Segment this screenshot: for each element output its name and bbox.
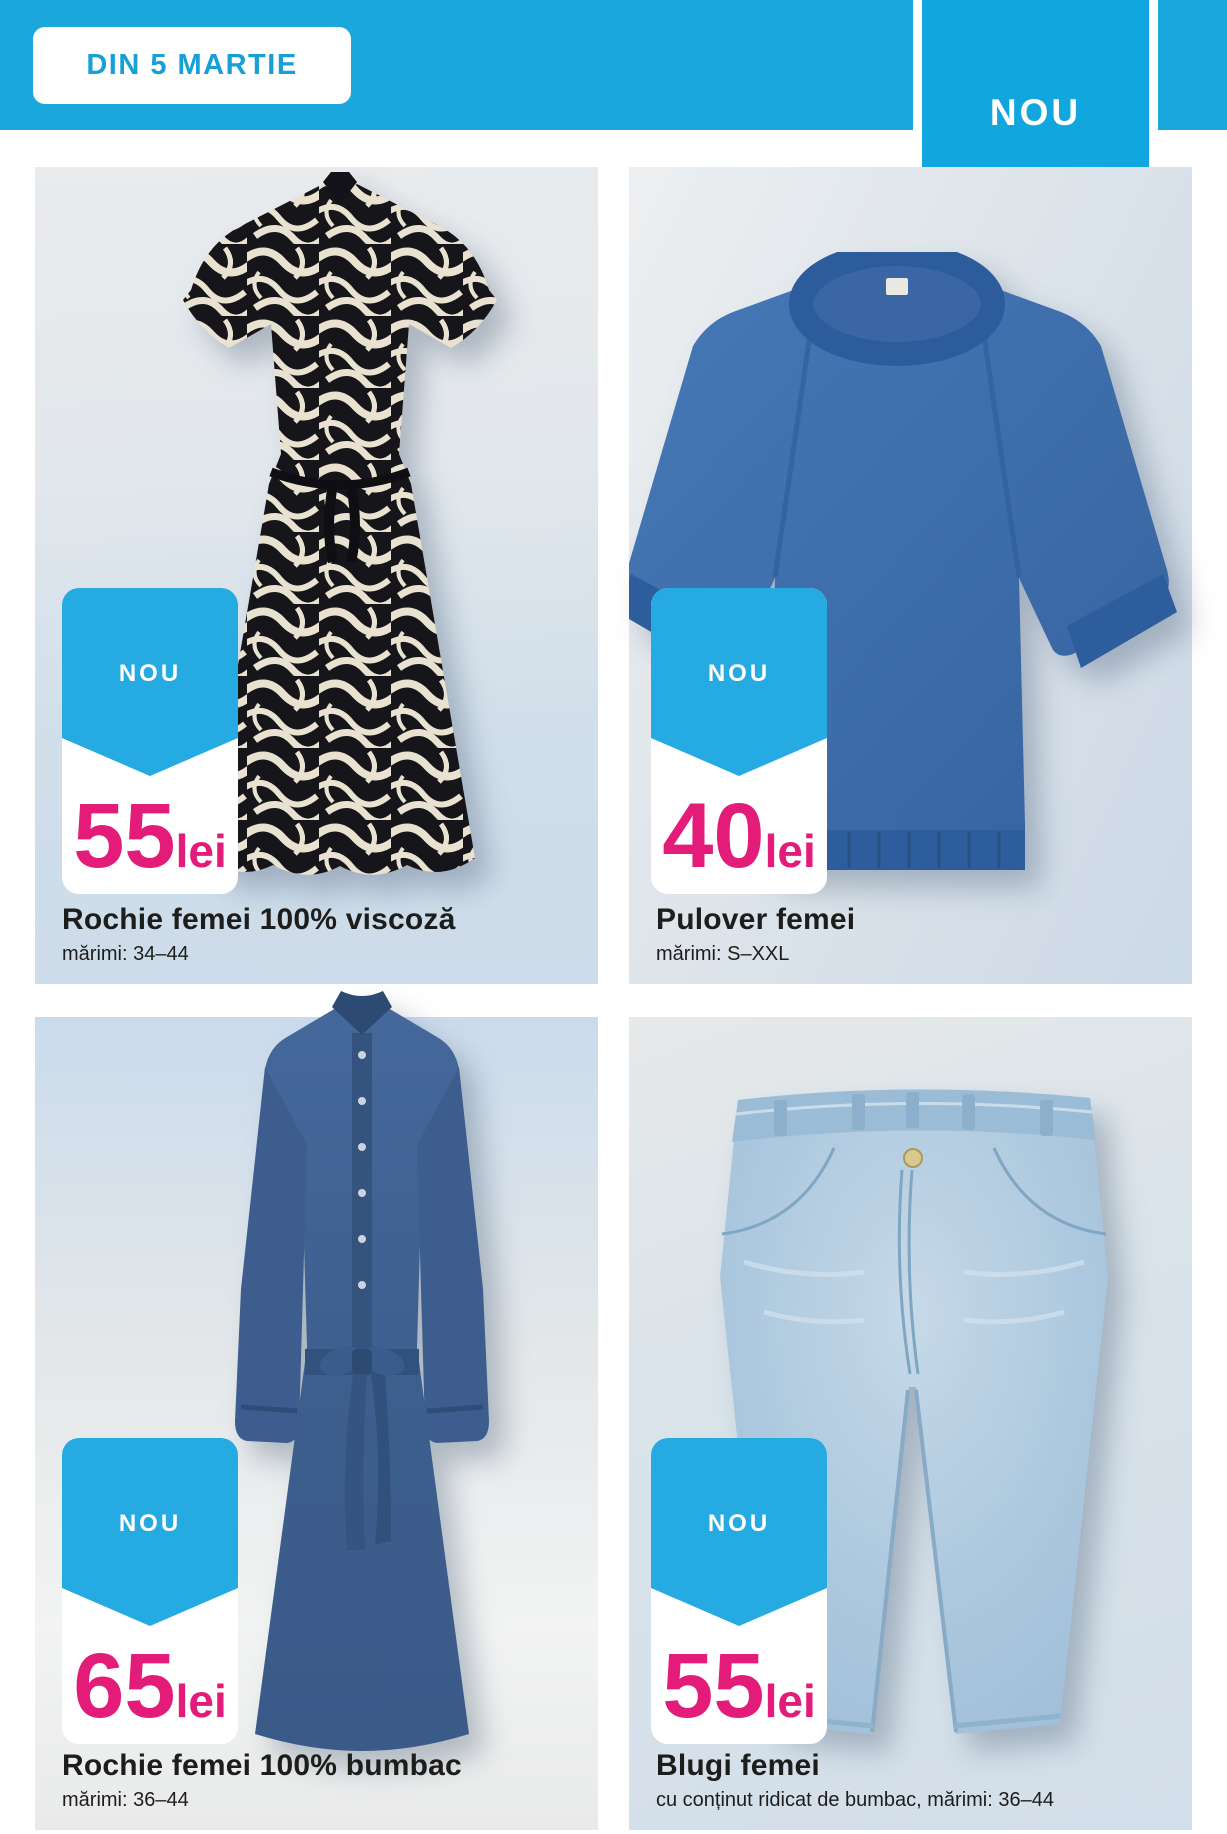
nou-ribbon-point xyxy=(651,1588,827,1626)
product-title: Rochie femei 100% bumbac xyxy=(62,1749,462,1782)
price-badge xyxy=(651,588,827,894)
price-badge xyxy=(62,588,238,894)
product-sizes: cu conținut ridicat de bumbac, mărimi: 36–44 xyxy=(656,1789,1054,1811)
date-box xyxy=(33,27,351,104)
price-badge xyxy=(62,1438,238,1744)
price-amount: 40 xyxy=(662,785,765,887)
product-title: Blugi femei xyxy=(656,1749,820,1782)
product-caption xyxy=(62,903,582,966)
product-caption xyxy=(62,1749,582,1812)
price-currency: lei xyxy=(175,1675,227,1727)
price xyxy=(62,785,238,887)
product-card-dress-viscose xyxy=(35,167,598,984)
product-sizes: mărimi: S–XXL xyxy=(656,943,790,965)
denim-dress-image xyxy=(195,989,530,1784)
nou-ribbon-point xyxy=(62,1588,238,1626)
nou-ribbon-point xyxy=(651,738,827,776)
date-label: DIN 5 MARTIE xyxy=(86,49,298,81)
nou-label: NOU xyxy=(118,660,182,687)
product-sizes: mărimi: 36–44 xyxy=(62,1789,189,1811)
price-badge xyxy=(651,1438,827,1744)
nou-label: NOU xyxy=(707,1510,771,1537)
nou-label: NOU xyxy=(118,1510,182,1537)
product-caption xyxy=(656,903,1176,966)
product-card-jeans xyxy=(629,1017,1192,1830)
nou-label: NOU xyxy=(707,660,771,687)
corner-new-label: NOU xyxy=(989,92,1082,133)
price-currency: lei xyxy=(764,1675,816,1727)
price-amount: 55 xyxy=(662,1635,765,1737)
product-card-dress-denim xyxy=(35,1017,598,1830)
product-title: Pulover femei xyxy=(656,903,856,936)
price-currency: lei xyxy=(175,825,227,877)
product-title: Rochie femei 100% viscoză xyxy=(62,903,456,936)
product-card-sweater xyxy=(629,167,1192,984)
price-amount: 65 xyxy=(73,1635,176,1737)
price xyxy=(651,785,827,887)
price xyxy=(651,1635,827,1737)
product-caption xyxy=(656,1749,1176,1812)
nou-ribbon-point xyxy=(62,738,238,776)
price xyxy=(62,1635,238,1737)
product-sizes: mărimi: 34–44 xyxy=(62,943,189,965)
price-currency: lei xyxy=(764,825,816,877)
price-amount: 55 xyxy=(73,785,176,887)
